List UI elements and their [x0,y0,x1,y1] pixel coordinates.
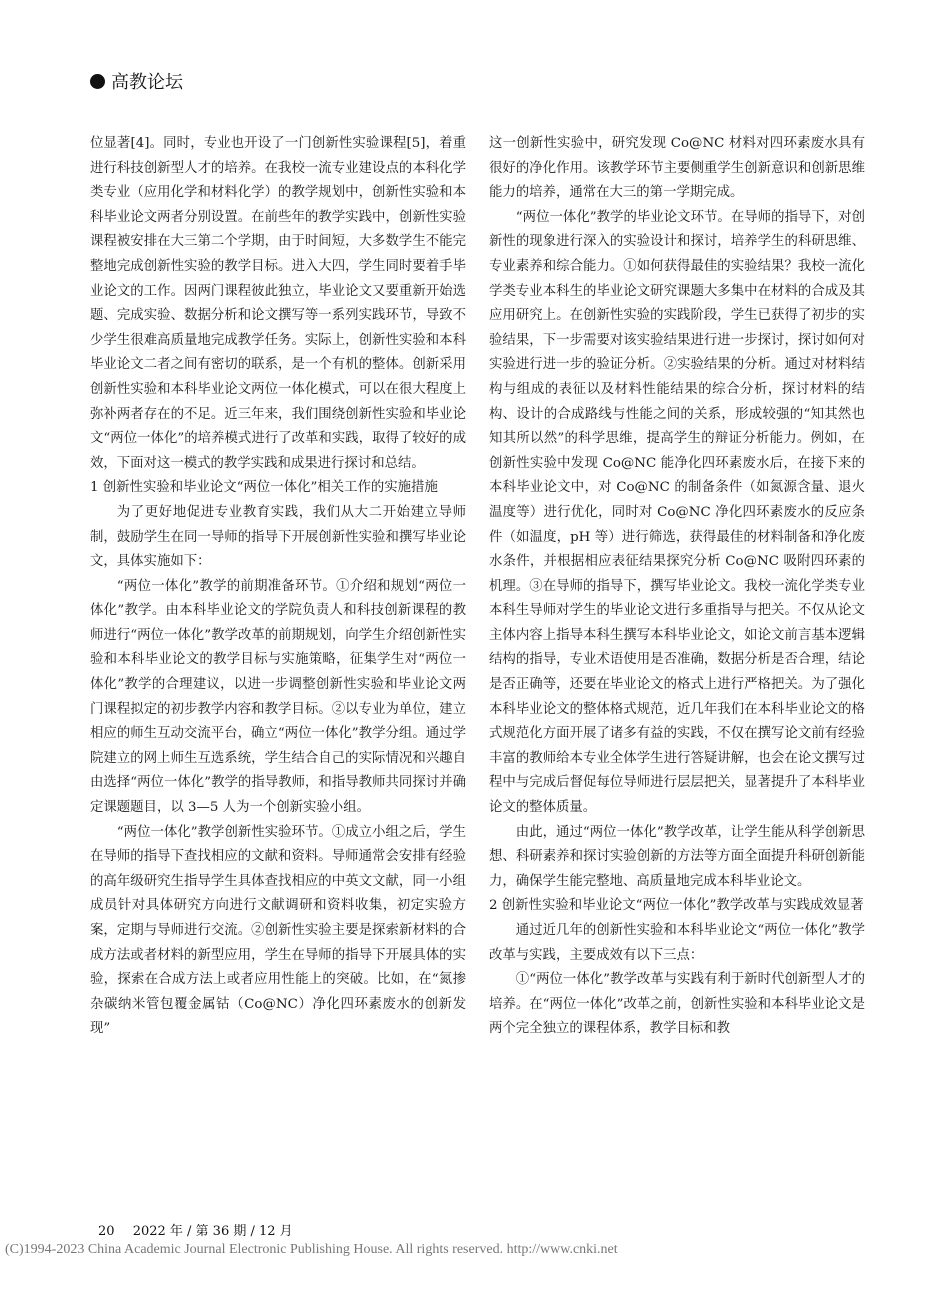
right-column [489,132,865,1042]
paragraph: 由此，通过“两位一体化”教学改革，让学生能从科学创新思想、科研素养和探讨实验创新的方法等方面全面提升科研创新能力，确保学生能完整地、高质量地完成本科毕业论文。 [489,824,865,889]
paragraph: “两位一体化”教学的毕业论文环节。在导师的指导下，对创新性的现象进行深入的实验设计和探讨，培养学生的科研思维、专业素养和综合能力。①如何获得最佳的实验结果？我校一流化学类专业本科生的毕业论文研究课题大多集中在材料的合成及其应用研究上。在创新性实验的实践阶段，学生已获得了初步的实验结果，下一步需要对该实验结果进行进一步探讨，探讨如何对实验进行进一步的验证分析。②实验结果的分析。通过对材料结构与组成的表征以及材料性能结果的综合分析，探讨材料的结构、设计的合成路线与性能之间的关系，形成较强的“知其然也知其所以然”的科学思维，提高学生的辩证分析能力。例如，在创新性实验中发现 Co@NC 能净化四环素废水后，在接下来的本科毕业论文中，对 Co@NC 的制备条件（如氮源含量、退火温度等）进行优化，同时对 Co@NC 净化四环素废水的反应条件（如温度，pH 等）进行筛选，获得最佳的材料制备和净化废水条件，并根据相应表征结果探究分析 Co@NC 吸附四环素的机理。③在导师的指导下，撰写毕业论文。我校一流化学类专业本科生导师对学生的毕业论文进行多重指导与把关。不仅从论文主体内容上指导本科生撰写本科毕业论文，如论文前言基本逻辑结构的指导，专业术语使用是否准确，数据分析是否合理，结论是否正确等，还要在毕业论文的格式上进行严格把关。为了强化本科毕业论文的整体格式规范，近几年我们在本科毕业论文的格式规范化方面开展了诸多有益的实践，不仅在撰写论文前有经验丰富的教师给本专业全体学生进行答疑讲解，也会在论文撰写过程中与完成后督促每位导师进行层层把关，显著提升了本科毕业论文的整体质量。 [489,209,865,816]
left-column [90,132,466,1042]
section-heading: 1 创新性实验和毕业论文“两位一体化”相关工作的实施措施 [90,480,438,496]
page-footer [98,1220,293,1239]
section-heading: 2 创新性实验和毕业论文“两位一体化”教学改革与实践成效显著 [489,898,864,914]
journal-title: 高教论坛 [111,72,183,93]
paragraph: “两位一体化”教学创新性实验环节。①成立小组之后，学生在导师的指导下查找相应的文献和资料。导师通常会安排有经验的高年级研究生指导学生具体查找相应的中英文文献，同一小组成员针对具体研究方向进行文献调研和资料收集，初定实验方案，定期与导师进行交流。②创新性实验主要是探索新材料的合成方法或者材料的新型应用，学生在导师的指导下开展具体的实验，探索在合成方法上或者应用性能上的突破。比如，在“氮掺杂碳纳米管包覆金属钴（Co@NC）净化四环素废水的创新发现” [90,824,466,1037]
paragraph: ①“两位一体化”教学改革与实践有利于新时代创新型人才的培养。在“两位一体化”改革之前，创新性实验和本科毕业论文是两个完全独立的课程体系，教学目标和教 [489,972,865,1037]
paragraph: 通过近几年的创新性实验和本科毕业论文“两位一体化”教学改革与实践，主要成效有以下三点： [489,923,865,963]
issue-info: 2022 年 / 第 36 期 / 12 月 [132,1224,293,1239]
paragraph: 位显著[4]。同时，专业也开设了一门创新性实验课程[5]，着重进行科技创新型人才的培养。在我校一流专业建设点的本科化学类专业（应用化学和材料化学）的教学规划中，创新性实验和本科毕业论文两者分别设置。在前些年的教学实践中，创新性实验课程被安排在大三第二个学期，由于时间短，大多数学生不能完整地完成创新性实验的教学目标。进入大四，学生同时要着手毕业论文的工作。因两门课程彼此独立，毕业论文又要重新开始选题、完成实验、数据分析和论文撰写等一系列实践环节，导致不少学生很难高质量地完成教学任务。实际上，创新性实验和本科毕业论文二者之间有密切的联系，是一个有机的整体。创新采用创新性实验和本科毕业论文两位一体化模式，可以在很大程度上弥补两者存在的不足。近三年来，我们围绕创新性实验和毕业论文“两位一体化”的培养模式进行了改革和实践，取得了较好的成效，下面对这一模式的教学实践和成果进行探讨和总结。 [90,136,466,471]
page-number: 20 [98,1224,115,1239]
bullet-icon [90,74,105,89]
paragraph: 为了更好地促进专业教育实践，我们从大二开始建立导师制，鼓励学生在同一导师的指导下开展创新性实验和撰写毕业论文，具体实施如下： [90,504,466,570]
paragraph: “两位一体化”教学的前期准备环节。①介绍和规划“两位一体化”教学。由本科毕业论文的学院负责人和科技创新课程的教师进行“两位一体化”教学改革的前期规划，向学生介绍创新性实验和本科毕业论文的教学目标与实施策略，征集学生对“两位一体化”教学的合理建议，以进一步调整创新性实验和毕业论文两门课程拟定的初步教学内容和教学目标。②以专业为单位，建立相应的师生互动交流平台，确立“两位一体化”教学分组。通过学院建立的网上师生互选系统，学生结合自己的实际情况和兴趣自由选择“两位一体化”教学的指导教师，和指导教师共同探讨并确定课题题目，以 3—5 人为一个创新实验小组。 [90,578,466,816]
copyright-notice: (C)1994-2023 China Academic Journal Electronic Publishing House. All rights reserved. http://www.cnki.net [5,1242,618,1257]
paragraph: 这一创新性实验中，研究发现 Co@NC 材料对四环素废水具有很好的净化作用。该教学环节主要侧重学生创新意识和创新思维能力的培养，通常在大三的第一学期完成。 [489,136,865,201]
journal-header [90,68,183,94]
